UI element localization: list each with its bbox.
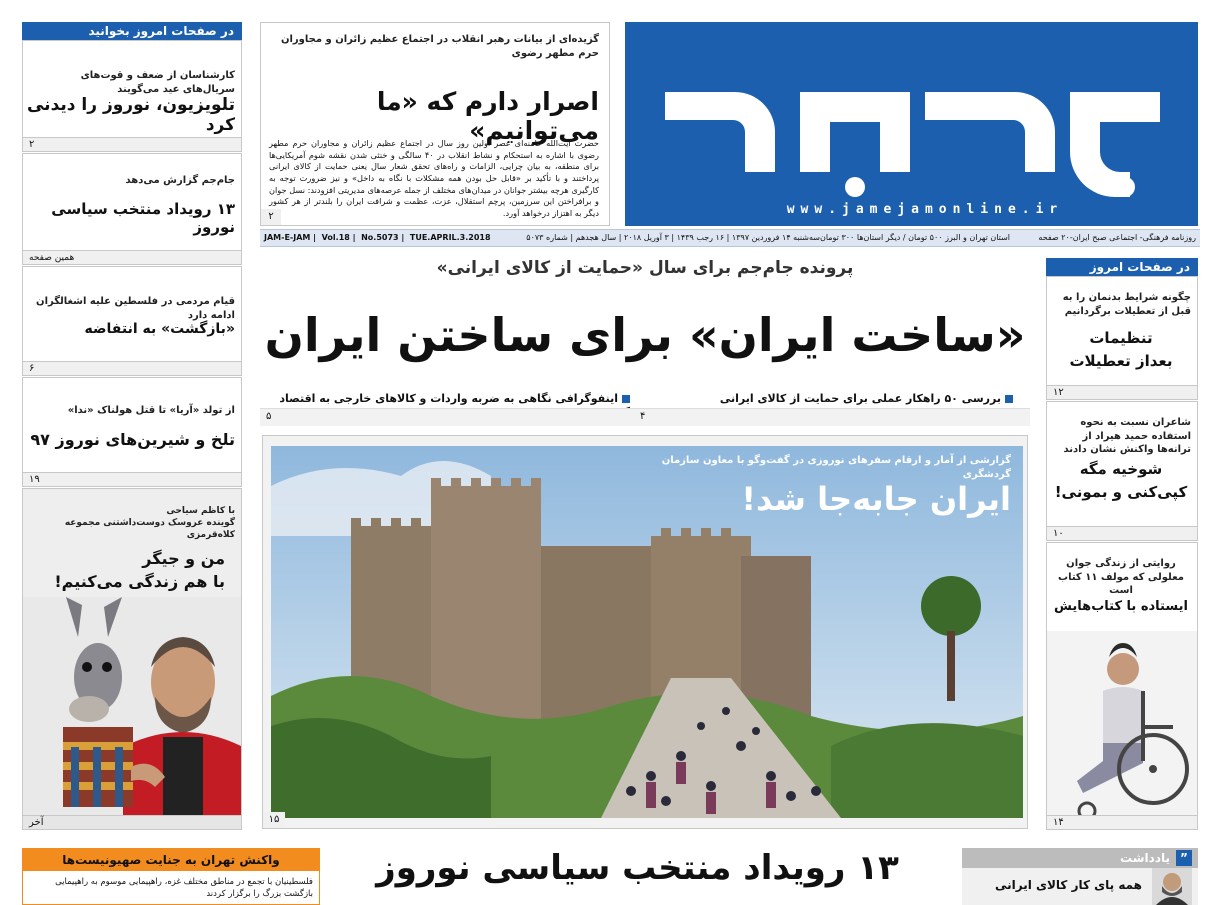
main-sub-right-text: بررسی ۵۰ راهکار عملی برای حمایت از کالای ایرانی: [719, 392, 1001, 405]
bottom-headline[interactable]: ۱۳ رویداد منتخب سیاسی نوروز: [376, 848, 899, 888]
dateline-date: سه‌شنبه ۱۴ فروردین ۱۳۹۷ | ۱۶ رجب ۱۴۳۹ | ۳ آوریل ۲۰۱۸ | سال هجدهم | شماره ۵۰۷۳: [526, 233, 820, 242]
masthead: [625, 22, 1198, 226]
orange-box[interactable]: [22, 848, 320, 905]
left-item-5-kicker: با کاظم سیاحی گوینده عروسک دوست‌داشتنی مجموعه کلاه‌قرمزی: [64, 506, 235, 541]
main-sub-strip: [260, 408, 1030, 426]
jamejam-logo: [625, 22, 1198, 226]
left-item-1[interactable]: [22, 40, 242, 152]
left-item-3-page[interactable]: ۶: [23, 361, 241, 375]
dateline-price: استان تهران و البرز ۵۰۰ تومان / دیگر استان‌ها ۳۰۰ تومان: [819, 233, 1010, 242]
left-item-4-headline[interactable]: تلخ و شیرین‌های نوروز ۹۷: [30, 430, 235, 449]
bullet-square: [622, 395, 630, 403]
top-story-body: حضرت آیت‌الله خامنه‌ای عصر اولین روز سال در اجتماع عظیم زائران و مجاوران حرم مطهر رضوی با اشاره به استحکام و نشاط انقلاب در ۴۰ سالگی و خنثی شدن نقشه شوم آمریکایی‌ها برای منطقه، به بیان چرایی، الزامات و راه‌های تحقق شعار سال یعنی حمایت از کالای ایرانی پرداختند و با تأکید بر «قابل حل بودن همه مشکلات با نگاه به داخل» و نیز ضرورت توجه به کارگیری هرچه بیشتر جوانان در میدان‌های مختلف از جمله عرصه‌های مدیریتی افزودند: نسل جوان و برافراختن این سرزمین، پرچم استقلال، عزت، عظمت و شرافت ایران را بلندتر از هر کشور دیگر به اهتزاز درخواهد آورد.: [269, 138, 600, 218]
main-kicker: [260, 258, 1030, 278]
note-box[interactable]: [962, 848, 1198, 905]
masthead-url[interactable]: www.jamejamonline.ir: [786, 202, 1064, 217]
right-item-3-kicker: روایتی از زندگی جوان معلولی که مولف ۱۱ کتاب است: [1058, 558, 1184, 596]
dateline-day: TUE.APRIL.3.2018: [409, 233, 491, 242]
right-item-2-kicker: شاعران نسبت به نحوه استفاده حمید هیراد از ترانه‌ها واکنش نشان دادند: [1063, 417, 1191, 455]
main-sub-left-page[interactable]: ۵: [266, 411, 272, 422]
dateline-no: No.5073: [361, 233, 399, 242]
top-story-headline[interactable]: اصرار دارم که «ما می‌توانیم»: [376, 87, 599, 145]
right-item-1-kicker: چگونه شرایط بدنمان را به قبل از تعطیلات برگردانیم: [1062, 292, 1191, 317]
dateline-latin: JAM-E-JAM | Vol.18 | No.5073 | TUE.APRIL.3.2018: [264, 233, 491, 242]
dateline-paper: JAM-E-JAM: [264, 233, 311, 242]
top-story-kicker: گزیده‌ای از بیانات رهبر انقلاب در اجتماع عظیم زائران و مجاوران حرم مطهر رضوی: [280, 34, 599, 59]
photo-story-kicker: گزارشی از آمار و ارقام سفرهای نوروزی در گفت‌وگو با معاون سازمان گردشگری: [661, 455, 1011, 480]
bullet-square: [1005, 395, 1013, 403]
left-item-5[interactable]: [22, 488, 242, 830]
note-label: یادداشت: [1120, 851, 1170, 865]
right-item-1[interactable]: [1046, 276, 1198, 400]
note-title[interactable]: همه پای کار کالای ایرانی: [994, 878, 1142, 892]
dateline-type: روزنامه فرهنگی- اجتماعی صبح ایران-۲۰ صفحه: [1038, 233, 1196, 242]
orange-box-text: فلسطینیان با تجمع در مناطق مختلف غزه، راهپیمایی موسوم به راهپیمایی بازگشت بزرگ را برگزار کردند: [55, 877, 313, 899]
right-item-2[interactable]: [1046, 401, 1198, 541]
main-sub-left-text: اینفوگرافی نگاهی به ضربه واردات و کالاهای خارجی به اقتصاد: [279, 392, 618, 405]
right-item-2-page[interactable]: ۱۰: [1047, 526, 1197, 540]
right-column-header: در صفحات امروز: [1046, 258, 1198, 276]
left-item-1-headline[interactable]: تلویزیون، نوروز را دیدنی کرد: [26, 95, 235, 135]
dateline-vol: Vol.18: [321, 233, 350, 242]
orange-box-title[interactable]: واکنش تهران به جنایت صهیونیست‌ها: [23, 849, 319, 871]
photo-story-headline[interactable]: ایران جابه‌جا شد!: [741, 480, 1011, 518]
main-sub-right[interactable]: [628, 392, 1013, 405]
right-item-1-page[interactable]: ۱۲: [1047, 385, 1197, 399]
main-kicker-text: پرونده جام‌جم برای سال «حمایت از کالای ایرانی»: [436, 258, 854, 278]
dateline-strip: [260, 229, 1200, 247]
left-item-2-headline[interactable]: ۱۳ رویداد منتخب سیاسی نوروز: [51, 200, 235, 236]
right-item-3[interactable]: [1046, 542, 1198, 830]
note-header: [962, 848, 1198, 868]
left-item-2[interactable]: [22, 153, 242, 265]
actor-puppet-photo: [23, 597, 242, 817]
left-item-4-kicker: از تولد «آریا» تا قتل هولناک «ندا»: [67, 405, 235, 416]
author-avatar: [1152, 868, 1192, 905]
left-item-1-kicker: کارشناسان از ضعف و قوت‌های سریال‌های عید می‌گویند: [80, 70, 235, 95]
left-item-2-kicker: جام‌جم گزارش می‌دهد: [125, 175, 235, 186]
left-item-3-headline[interactable]: «بازگشت» به انتفاضه: [84, 321, 235, 337]
left-item-1-page[interactable]: ۲: [23, 137, 241, 151]
top-story[interactable]: [260, 22, 610, 226]
left-item-5-headline[interactable]: من و جیگر با هم زندگی می‌کنیم!: [54, 549, 225, 592]
left-item-3-kicker: قیام مردمی در فلسطین علیه اشغالگران ادامه دارد: [36, 296, 235, 321]
top-story-page[interactable]: ۲: [261, 209, 281, 225]
right-item-3-page[interactable]: ۱۴: [1047, 815, 1197, 829]
left-item-3[interactable]: [22, 266, 242, 376]
left-column-header: در صفحات امروز بخوانید: [22, 22, 242, 40]
wheelchair-photo: [1047, 631, 1198, 830]
left-item-5-page[interactable]: آخر: [23, 815, 241, 829]
quote-icon: ”: [1176, 850, 1192, 866]
left-item-4-page[interactable]: ۱۹: [23, 472, 241, 486]
photo-story[interactable]: [262, 435, 1028, 829]
right-item-3-headline[interactable]: ایستاده با کتاب‌هایش: [1054, 599, 1188, 614]
main-sub-right-page[interactable]: ۴: [640, 411, 646, 422]
photo-story-page[interactable]: ۱۵: [263, 812, 285, 828]
right-item-1-headline[interactable]: تنظیمات بعداز تعطیلات: [1069, 329, 1173, 370]
left-item-2-page[interactable]: همین صفحه: [23, 250, 241, 264]
main-headline[interactable]: «ساخت ایران» برای ساختن ایران: [264, 308, 1026, 362]
left-item-4[interactable]: [22, 377, 242, 487]
right-item-2-headline[interactable]: شوخیه مگه کپی‌کنی و بمونی!: [1054, 460, 1188, 501]
